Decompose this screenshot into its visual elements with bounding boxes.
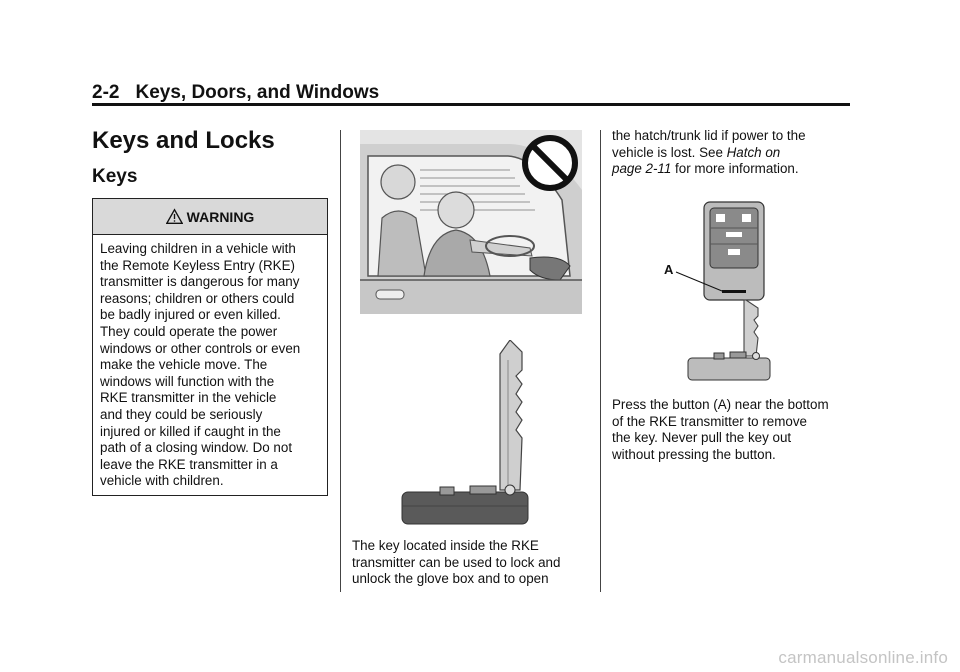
page-header [92,82,379,104]
hatch-link[interactable]: Hatch on [726,144,781,160]
text-line: of the RKE transmitter to remove [612,413,807,429]
warning-label: WARNING [186,208,255,225]
column-divider-right [600,130,601,592]
warning-line: path of a closing window. Do not [100,440,293,456]
children-in-car-illustration [360,130,582,314]
text-line: The key located inside the RKE [352,538,539,553]
warning-line: They could operate the power [100,323,278,339]
text-line: unlock the glove box and to open [352,571,549,587]
callout-label-a: A [664,262,674,277]
warning-line: Leaving children in a vehicle with [100,241,296,256]
unlock-icon [742,214,751,222]
hatch-text [612,128,852,178]
lock-icon [716,214,725,222]
warning-text [93,235,327,490]
panic-icon [728,249,740,255]
sub-heading: Keys [92,166,138,187]
watermark: carmanualsonline.info [778,648,948,667]
main-heading: Keys and Locks [92,127,275,154]
warning-line: make the vehicle move. The [100,357,268,373]
warning-box [92,198,328,496]
warning-line: the Remote Keyless Entry (RKE) [100,257,295,273]
header-rule [92,103,850,106]
warning-line: transmitter is dangerous for many [100,274,300,290]
key-description [352,538,590,588]
text-line: Press the button (A) near the bottom [612,397,829,412]
key-blade-illustration [400,340,530,526]
release-button [722,290,746,293]
warning-line: reasons; children or others could [100,290,295,306]
warning-line: be badly injured or even killed. [100,307,281,323]
page-number: 2-2 [92,82,120,103]
warning-header [93,199,327,235]
text-line: vehicle is lost. See Hatch on [612,144,781,160]
warning-icon [166,208,183,225]
hatch-link-page[interactable]: page 2-11 [612,161,672,177]
warning-line: leave the RKE transmitter in a [100,456,278,472]
hatch-icon [726,232,742,237]
warning-line: windows or other controls or even [100,340,301,356]
rke-transmitter-illustration [664,198,774,384]
column-divider-left [340,130,341,592]
text-line: page 2-11 for more information. [612,161,799,177]
warning-line: and they could be seriously [100,406,263,422]
section-title: Keys, Doors, and Windows [135,82,380,103]
text-line: the hatch/trunk lid if power to the [612,128,806,143]
text-line: the key. Never pull the key out [612,430,792,446]
warning-line: injured or killed if caught in the [100,423,281,439]
warning-line: windows will function with the [100,373,275,389]
warning-line: vehicle with children. [100,473,224,489]
text-line: transmitter can be used to lock and [352,554,561,570]
button-instructions [612,397,852,463]
text-line: without pressing the button. [612,446,776,462]
warning-line: RKE transmitter in the vehicle [100,390,277,406]
